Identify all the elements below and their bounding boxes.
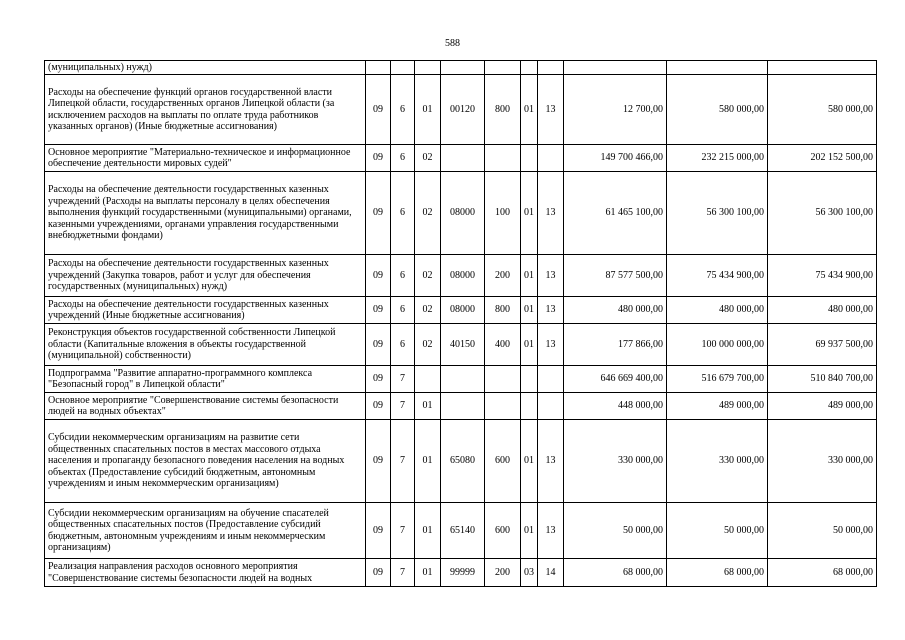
event-code: 01 (415, 559, 441, 587)
division-code: 01 (521, 420, 538, 503)
subprogram-code: 7 (391, 366, 415, 393)
event-code: 01 (415, 75, 441, 145)
subprogram-code: 6 (391, 75, 415, 145)
subdivision-code (538, 61, 564, 75)
expense-direction-code: 08000 (441, 297, 485, 324)
amount-year-3: 580 000,00 (768, 75, 877, 145)
division-code (521, 61, 538, 75)
subprogram-code: 6 (391, 255, 415, 297)
expense-direction-code: 08000 (441, 255, 485, 297)
subprogram-code: 6 (391, 324, 415, 366)
table-row (45, 503, 877, 559)
subdivision-code: 13 (538, 172, 564, 255)
division-code: 01 (521, 297, 538, 324)
amount-year-1: 50 000,00 (564, 503, 667, 559)
row-name: Основное мероприятие "Материально-техническое и информационное обеспечение деятельности мировых судей" (45, 145, 366, 172)
event-code: 01 (415, 503, 441, 559)
division-code (521, 393, 538, 420)
amount-year-3: 69 937 500,00 (768, 324, 877, 366)
amount-year-2: 50 000,00 (667, 503, 768, 559)
amount-year-3: 202 152 500,00 (768, 145, 877, 172)
table-row (45, 172, 877, 255)
amount-year-2: 489 000,00 (667, 393, 768, 420)
subprogram-code: 7 (391, 393, 415, 420)
section-code: 09 (366, 393, 391, 420)
amount-year-1: 480 000,00 (564, 297, 667, 324)
row-name: (муниципальных) нужд) (45, 61, 366, 75)
division-code: 01 (521, 172, 538, 255)
expense-direction-code: 00120 (441, 75, 485, 145)
subdivision-code: 13 (538, 503, 564, 559)
amount-year-1: 177 866,00 (564, 324, 667, 366)
row-name: Реализация направления расходов основного мероприятия "Совершенствование системы безопасности людей на водных (45, 559, 366, 587)
expense-direction-code: 40150 (441, 324, 485, 366)
expense-type-code (485, 145, 521, 172)
amount-year-1: 448 000,00 (564, 393, 667, 420)
expense-direction-code (441, 393, 485, 420)
table-row (45, 324, 877, 366)
subprogram-code: 6 (391, 145, 415, 172)
subdivision-code (538, 393, 564, 420)
division-code (521, 145, 538, 172)
section-code: 09 (366, 172, 391, 255)
table-row (45, 145, 877, 172)
amount-year-2: 56 300 100,00 (667, 172, 768, 255)
expense-direction-code: 65140 (441, 503, 485, 559)
division-code: 01 (521, 324, 538, 366)
amount-year-3: 75 434 900,00 (768, 255, 877, 297)
section-code: 09 (366, 503, 391, 559)
subprogram-code: 7 (391, 559, 415, 587)
expense-type-code: 100 (485, 172, 521, 255)
amount-year-1 (564, 61, 667, 75)
amount-year-2: 516 679 700,00 (667, 366, 768, 393)
section-code: 09 (366, 255, 391, 297)
amount-year-3: 480 000,00 (768, 297, 877, 324)
event-code: 02 (415, 324, 441, 366)
section-code (366, 61, 391, 75)
amount-year-1: 61 465 100,00 (564, 172, 667, 255)
row-name: Субсидии некоммерческим организациям на развитие сети общественных спасательных постов в местах массового отдыха населения и пропаганду безопасного поведения населения на водных объектах (Предоставление субсидий бюджетным, автономным учреждениям и иным некоммерческим организациям) (45, 420, 366, 503)
amount-year-3: 489 000,00 (768, 393, 877, 420)
section-code: 09 (366, 145, 391, 172)
row-name: Расходы на обеспечение деятельности государственных казенных учреждений (Иные бюджетные ассигнования) (45, 297, 366, 324)
amount-year-1: 149 700 466,00 (564, 145, 667, 172)
amount-year-3: 330 000,00 (768, 420, 877, 503)
subdivision-code: 13 (538, 324, 564, 366)
amount-year-2: 68 000,00 (667, 559, 768, 587)
budget-table (44, 60, 877, 587)
event-code: 02 (415, 172, 441, 255)
event-code (415, 366, 441, 393)
subprogram-code: 7 (391, 503, 415, 559)
division-code: 01 (521, 503, 538, 559)
subprogram-code: 7 (391, 420, 415, 503)
row-name: Расходы на обеспечение функций органов государственной власти Липецкой области, государственных органов Липецкой области (за исключением расходов на выплаты по оплате труда работников указанных органов) (Иные бюджетные ассигнования) (45, 75, 366, 145)
event-code: 01 (415, 420, 441, 503)
row-name: Расходы на обеспечение деятельности государственных казенных учреждений (Закупка товаров, работ и услуг для обеспечения государственных (муниципальных) нужд) (45, 255, 366, 297)
event-code (415, 61, 441, 75)
table-row (45, 75, 877, 145)
row-name: Расходы на обеспечение деятельности государственных казенных учреждений (Расходы на выплаты персоналу в целях обеспечения выполнения функций государственными (муниципальными) органами, казенными учреждениями, органами управления государственными внебюджетными фондами) (45, 172, 366, 255)
expense-direction-code: 99999 (441, 559, 485, 587)
table-row (45, 420, 877, 503)
expense-direction-code: 08000 (441, 172, 485, 255)
row-name: Субсидии некоммерческим организациям на обучение спасателей общественных спасательных постов (Предоставление субсидий бюджетным, автономным учреждениям и иным некоммерческим организациям) (45, 503, 366, 559)
event-code: 02 (415, 145, 441, 172)
amount-year-3: 56 300 100,00 (768, 172, 877, 255)
section-code: 09 (366, 324, 391, 366)
amount-year-1: 68 000,00 (564, 559, 667, 587)
expense-type-code: 800 (485, 75, 521, 145)
event-code: 01 (415, 393, 441, 420)
section-code: 09 (366, 420, 391, 503)
division-code: 01 (521, 255, 538, 297)
amount-year-2: 100 000 000,00 (667, 324, 768, 366)
division-code: 01 (521, 75, 538, 145)
division-code (521, 366, 538, 393)
page-number: 588 (445, 38, 460, 49)
amount-year-2: 232 215 000,00 (667, 145, 768, 172)
expense-direction-code (441, 61, 485, 75)
expense-direction-code (441, 145, 485, 172)
table-row (45, 366, 877, 393)
amount-year-3: 50 000,00 (768, 503, 877, 559)
expense-type-code: 600 (485, 503, 521, 559)
expense-type-code (485, 393, 521, 420)
amount-year-3: 68 000,00 (768, 559, 877, 587)
amount-year-3: 510 840 700,00 (768, 366, 877, 393)
event-code: 02 (415, 297, 441, 324)
amount-year-1: 330 000,00 (564, 420, 667, 503)
amount-year-2: 75 434 900,00 (667, 255, 768, 297)
expense-direction-code: 65080 (441, 420, 485, 503)
subdivision-code: 13 (538, 420, 564, 503)
amount-year-2: 480 000,00 (667, 297, 768, 324)
subdivision-code: 13 (538, 297, 564, 324)
row-name: Реконструкция объектов государственной собственности Липецкой области (Капитальные вложения в объекты государственной (муниципальной) собственности) (45, 324, 366, 366)
subprogram-code: 6 (391, 172, 415, 255)
expense-type-code: 400 (485, 324, 521, 366)
expense-type-code: 200 (485, 255, 521, 297)
amount-year-3 (768, 61, 877, 75)
row-name: Подпрограмма "Развитие аппаратно-программного комплекса "Безопасный город" в Липецкой области" (45, 366, 366, 393)
expense-direction-code (441, 366, 485, 393)
section-code: 09 (366, 366, 391, 393)
subdivision-code (538, 145, 564, 172)
section-code: 09 (366, 297, 391, 324)
division-code: 03 (521, 559, 538, 587)
table-row (45, 559, 877, 587)
subdivision-code: 14 (538, 559, 564, 587)
amount-year-2: 330 000,00 (667, 420, 768, 503)
amount-year-1: 646 669 400,00 (564, 366, 667, 393)
row-name: Основное мероприятие "Совершенствование системы безопасности людей на водных объектах" (45, 393, 366, 420)
expense-type-code: 600 (485, 420, 521, 503)
amount-year-1: 87 577 500,00 (564, 255, 667, 297)
subdivision-code (538, 366, 564, 393)
event-code: 02 (415, 255, 441, 297)
subdivision-code: 13 (538, 255, 564, 297)
subprogram-code (391, 61, 415, 75)
expense-type-code: 800 (485, 297, 521, 324)
expense-type-code: 200 (485, 559, 521, 587)
table-row (45, 297, 877, 324)
table-row (45, 393, 877, 420)
subprogram-code: 6 (391, 297, 415, 324)
amount-year-1: 12 700,00 (564, 75, 667, 145)
subdivision-code: 13 (538, 75, 564, 145)
amount-year-2 (667, 61, 768, 75)
section-code: 09 (366, 75, 391, 145)
table-row (45, 61, 877, 75)
amount-year-2: 580 000,00 (667, 75, 768, 145)
expense-type-code (485, 61, 521, 75)
expense-type-code (485, 366, 521, 393)
table-row (45, 255, 877, 297)
section-code: 09 (366, 559, 391, 587)
